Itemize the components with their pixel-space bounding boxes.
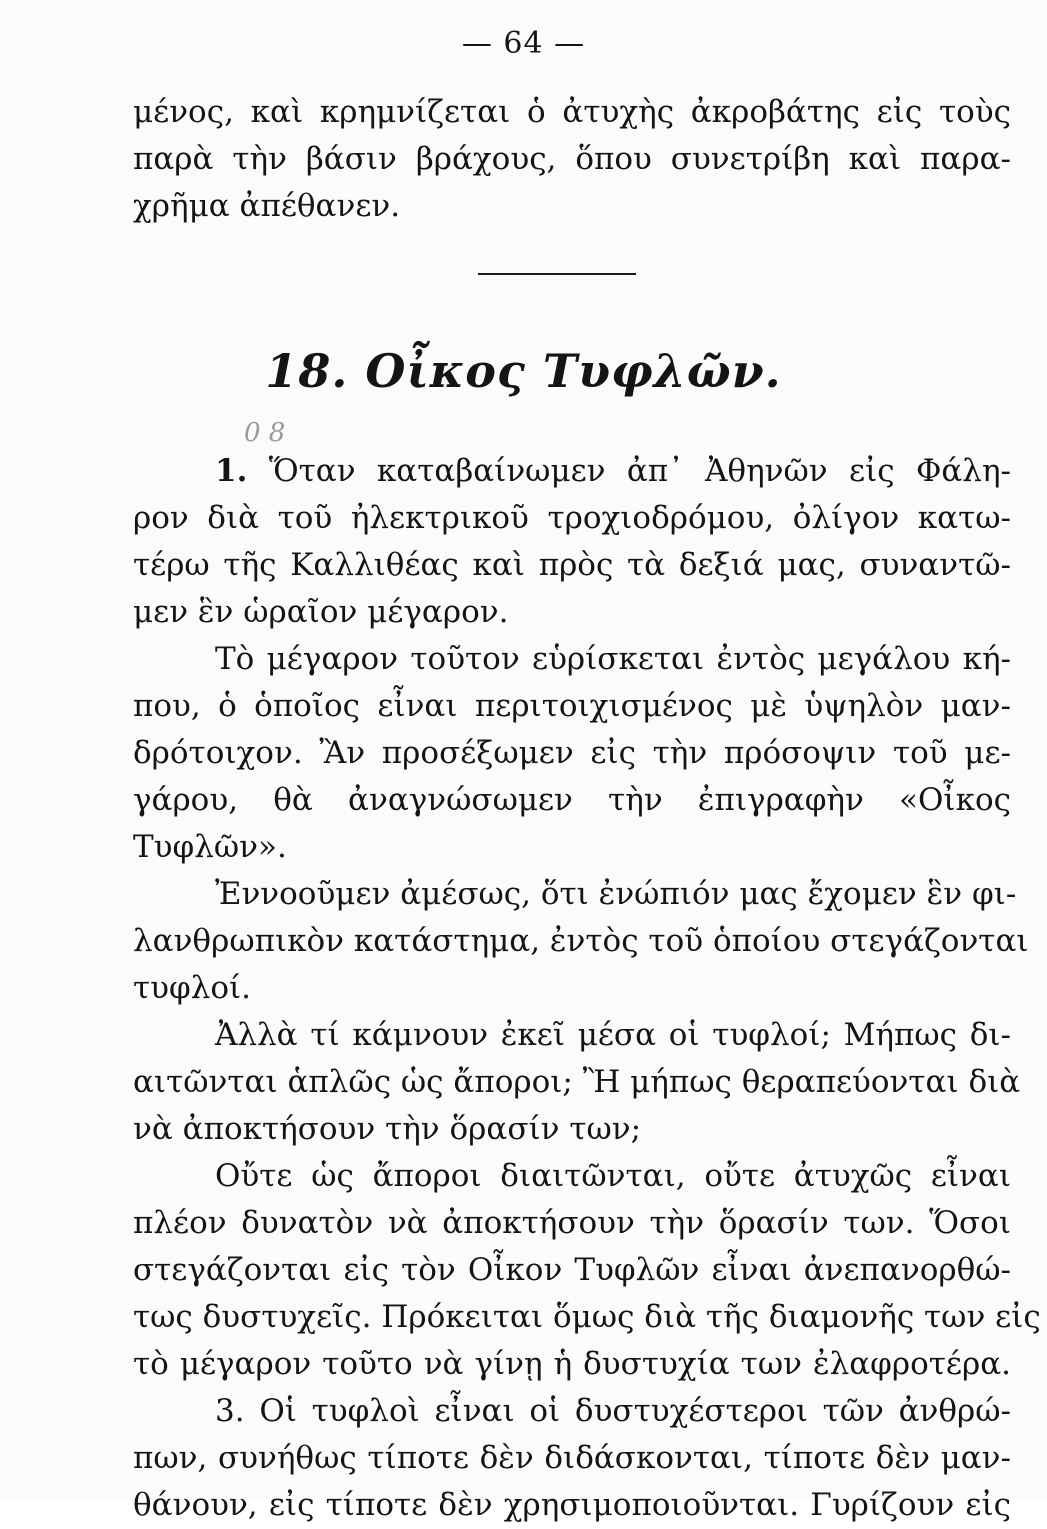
text-line: λανθρωπικὸν κατάστημα, ἐντὸς τοῦ ὁποίου στεγάζονται: [133, 923, 1029, 959]
text-line: τέρω τῆς Καλλιθέας καὶ πρὸς τὰ δεξιά μας, συναντῶ-: [133, 547, 1011, 583]
text-line: αιτῶνται ἁπλῶς ὡς ἄποροι; Ἢ μήπως θεραπεύονται διὰ: [133, 1064, 1021, 1100]
text-line: γάρου, θὰ ἀναγνώσωμεν τὴν ἐπιγραφὴν «Οἶκος: [133, 782, 1011, 818]
text-line: Ἐννοοῦμεν ἀμέσως, ὅτι ἐνώπιόν μας ἔχομεν ἓν φι-: [215, 876, 1017, 912]
paragraph-number: 3.: [215, 1393, 245, 1429]
text-line: πλέον δυνατὸν νὰ ἀποκτήσουν τὴν ὅρασίν των. Ὅσοι: [133, 1205, 1011, 1241]
text-line: Οὔτε ὡς ἄποροι διαιτῶνται, οὔτε ἀτυχῶς εἶναι: [215, 1158, 1011, 1194]
text-line: μεν ἓν ὡραῖον μέγαρον.: [133, 594, 509, 630]
text-line-content: Οἱ τυφλοὶ εἶναι οἱ δυστυχέστεροι τῶν ἀνθρώ-: [259, 1393, 1011, 1429]
text-line: νὰ ἀποκτήσουν τὴν ὅρασίν των;: [133, 1111, 642, 1147]
text-line: δρότοιχον. Ἂν προσέξωμεν εἰς τὴν πρόσοψιν τοῦ με-: [133, 735, 1011, 771]
text-line: Τὸ μέγαρον τοῦτον εὑρίσκεται ἐντὸς μεγάλου κή-: [215, 641, 1011, 677]
text-line: παρὰ τὴν βάσιν βράχους, ὅπου συνετρίβη καὶ παρα-: [133, 141, 1011, 177]
paragraph-number: 1.: [215, 453, 248, 489]
text-line: στεγάζονται εἰς τὸν Οἶκον Τυφλῶν εἶναι ἀνεπανορθώ-: [133, 1252, 1011, 1288]
text-line: πων, συνήθως τίποτε δὲν διδάσκονται, τίποτε δὲν μαν-: [133, 1440, 1011, 1476]
text-line-content: Ὅταν καταβαίνωμεν ἀπ᾿ Ἀθηνῶν εἰς Φάλη-: [268, 453, 1011, 489]
text-line: Τυφλῶν».: [133, 829, 287, 865]
text-line: τὸ μέγαρον τοῦτο νὰ γίνῃ ἡ δυστυχία των ἐλαφροτέρα.: [133, 1346, 1011, 1382]
text-line: που, ὁ ὁποῖος εἶναι περιτοιχισμένος μὲ ὑψηλὸν μαν-: [133, 688, 1011, 724]
pencil-mark: 0 8: [244, 418, 286, 448]
main-text: [133, 448, 1041, 1529]
text-line: θάνουν, εἰς τίποτε δὲν χρησιμοποιοῦνται. Γυρίζουν εἰς: [133, 1487, 1011, 1523]
page-number: — 64 —: [461, 26, 586, 61]
top-paragraph: [133, 89, 1011, 230]
text-line: τως δυστυχεῖς. Πρόκειται ὅμως διὰ τῆς διαμονῆς των εἰς: [133, 1299, 1041, 1335]
text-line: Ἀλλὰ τί κάμνουν ἐκεῖ μέσα οἱ τυφλοί; Μήπως δι-: [215, 1017, 1011, 1053]
section-divider: [478, 273, 636, 275]
text-line: [133, 1388, 1011, 1435]
text-line: χρῆμα ἀπέθανεν.: [133, 188, 401, 224]
text-line: τυφλοί.: [133, 970, 252, 1006]
text-line: [133, 448, 1011, 495]
chapter-title: 18. Οἶκος Τυφλῶν.: [265, 344, 782, 398]
text-line: ρον διὰ τοῦ ἠλεκτρικοῦ τροχιοδρόμου, ὀλίγον κατω-: [133, 500, 1011, 536]
text-line: μένος, καὶ κρημνίζεται ὁ ἀτυχὴς ἀκροβάτης εἰς τοὺς: [133, 94, 1011, 130]
